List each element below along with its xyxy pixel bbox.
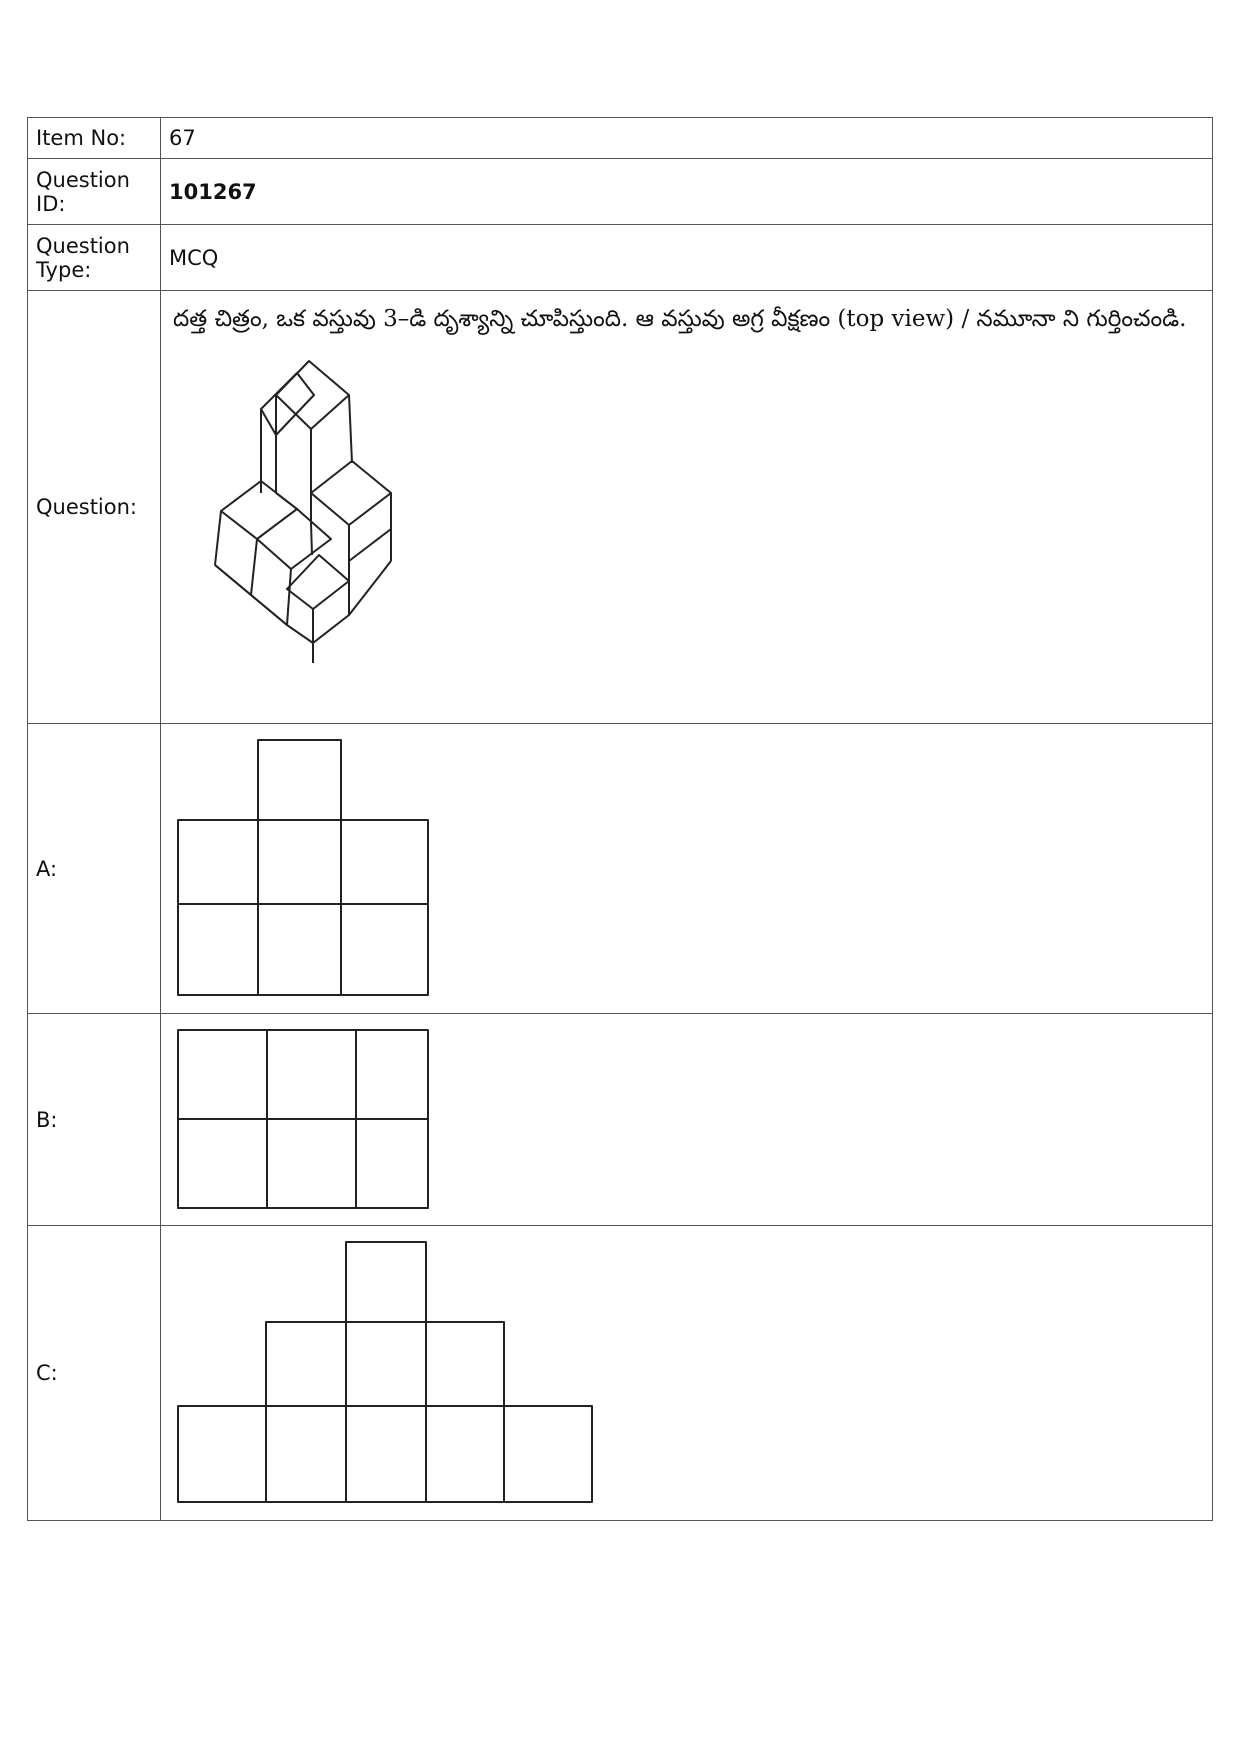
question-label: Question: [28, 291, 161, 724]
option-c-cell[interactable] [161, 1226, 1213, 1521]
option-c-label: C: [28, 1226, 161, 1521]
option-c-row[interactable] [28, 1226, 1213, 1521]
question-row [28, 291, 1213, 724]
question-id-value: 101267 [161, 159, 1213, 225]
question-type-label: Question Type: [28, 225, 161, 291]
option-b-cell[interactable] [161, 1014, 1213, 1226]
isometric-figure [179, 343, 419, 663]
question-table [27, 117, 1213, 1521]
option-a-label: A: [28, 724, 161, 1014]
option-b-row[interactable] [28, 1014, 1213, 1226]
question-cell [161, 291, 1213, 724]
item-no-value: 67 [161, 118, 1213, 159]
option-a-cell[interactable] [161, 724, 1213, 1014]
option-a-row[interactable] [28, 724, 1213, 1014]
option-b-label: B: [28, 1014, 161, 1226]
question-id-row [28, 159, 1213, 225]
question-type-value: MCQ [161, 225, 1213, 291]
option-a-figure [176, 738, 436, 1003]
option-b-figure [176, 1028, 436, 1218]
question-id-label: Question ID: [28, 159, 161, 225]
item-no-row [28, 118, 1213, 159]
option-c-figure [176, 1240, 606, 1510]
question-type-row [28, 225, 1213, 291]
question-text: దత్త చిత్రం, ఒక వస్తువు 3–డి దృశ్యాన్ని చూపిస్తుంది. ఆ వస్తువు అగ్ర వీక్షణం (top view) / నమూనా ని గుర్తించండి. [173, 306, 1187, 332]
item-no-label: Item No: [28, 118, 161, 159]
